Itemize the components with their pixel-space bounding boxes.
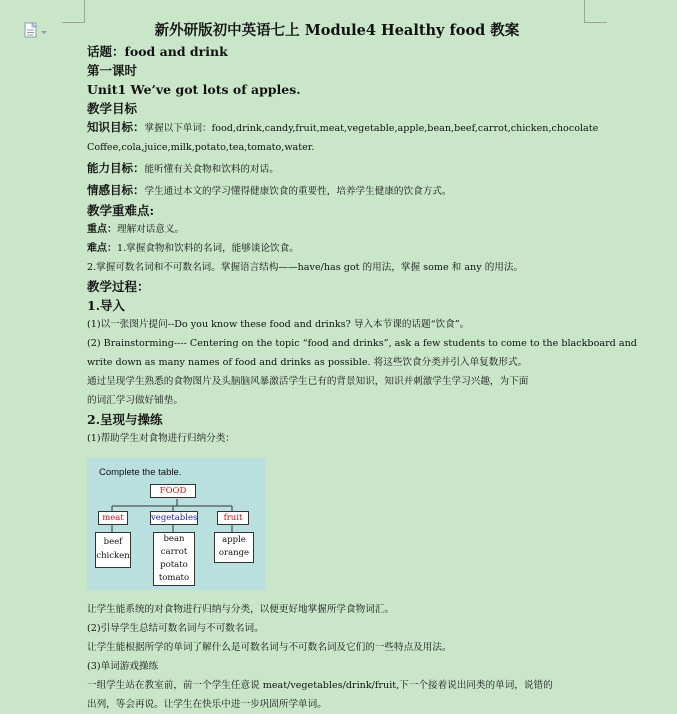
figure-caption: Complete the table. [99,467,182,478]
document-body [87,20,637,714]
ability-label: 能力目标： [87,161,145,175]
section-1-line: write down as many names of food and drinks as possible. 将这些饮食分类并引入单复数形式。 [87,357,528,368]
section-1-line: 的词汇学习做好铺垫。 [87,395,183,406]
knowledge-objective [87,118,597,138]
item-orange: orange [218,548,250,558]
key-point [87,220,597,239]
emotion-objective [87,181,597,201]
emotion-text: 学生通过本文的学习懂得健康饮食的重要性，培养学生健康的饮食方式。 [144,186,452,197]
items-vegetables [153,532,195,586]
objectives-heading: 教学目标 [87,101,138,116]
item-chicken: chicken [96,551,130,561]
section-2-heading: 2.呈现与操练 [87,412,163,427]
key-label: 重点： [87,224,117,235]
ability-text: 能听懂有关食物和饮料的对话。 [144,164,279,175]
food-classification-figure [87,458,265,590]
section-1-line: (2) Brainstorming---- Centering on the topic “food and drinks”, ask a few students to come to the blackboard and [87,338,637,349]
item-carrot: carrot [160,547,188,557]
topic-line: 话题：food and drink [87,44,228,59]
after-figure-line: (3)单词游戏操练 [87,661,159,672]
knowledge-text-continued: Coffee,cola,juice,milk,potato,tea,tomato,water. [87,142,315,153]
item-bean: bean [163,534,185,544]
difficulty-point-2: 2.掌握可数名词和不可数名词。掌握语言结构——have/has got 的用法，掌握 some 和 any 的用法。 [87,262,524,273]
items-fruit [214,532,254,563]
category-meat: meat [98,511,128,525]
difficulty-label: 难点： [87,243,117,254]
key-text: 理解对话意义。 [117,224,185,235]
food-root-box: FOOD [150,484,196,498]
after-figure-line: 让学生能根据所学的单词了解什么是可数名词与不可数名词及它们的一些特点及用法。 [87,642,452,653]
unit-title: Unit1 We’ve got lots of apples. [87,82,301,97]
category-fruit: fruit [217,511,249,525]
after-figure-line: 出列，等会再说。让学生在快乐中进一步巩固所学单词。 [87,699,327,710]
item-apple: apple [222,535,246,545]
category-vegetables: vegetables [151,513,198,523]
document-icon[interactable] [24,22,50,40]
keypoints-heading: 教学重难点: [87,203,155,218]
items-meat [95,532,131,568]
difficulty-text: 1.掌握食物和饮料的名词，能够谈论饮食。 [117,243,299,254]
item-potato: potato [160,560,188,570]
after-figure-line: 让学生能系统的对食物进行归纳与分类，以便更好地掌握所学食物词汇。 [87,604,394,615]
item-tomato: tomato [158,573,190,583]
section-1-heading: 1.导入 [87,298,126,313]
item-beef: beef [103,537,123,547]
after-figure-line: (2)引导学生总结可数名词与不可数名词。 [87,623,264,634]
knowledge-label: 知识目标： [87,120,145,134]
ability-objective [87,159,597,179]
emotion-label: 情感目标： [87,183,145,197]
after-figure-line: 一组学生站在教室前，前一个学生任意说 meat/vegetables/drink/fruit,下一个接着说出同类的单词，说错的 [87,680,553,691]
section-2-line: (1)帮助学生对食物进行归纳分类： [87,433,235,444]
lesson-label: 第一课时 [87,63,138,78]
difficulty-point [87,239,597,258]
section-1-line: 通过呈现学生熟悉的食物图片及头脑脑风暴激活学生已有的背景知识，知识并刺激学生学习兴趣，为下面 [87,376,529,387]
knowledge-text: 掌握以下单词：food,drink,candy,fruit,meat,vegetable,apple,bean,beef,carrot,chicken,chocolate [144,123,599,134]
section-1-line: (1)以一张图片提问--Do you know these food and drinks? 导入本节课的话题“饮食”。 [87,319,470,330]
document-title: 新外研版初中英语七上 Module4 Healthy food 教案 [154,22,520,39]
process-heading: 教学过程： [87,279,150,294]
